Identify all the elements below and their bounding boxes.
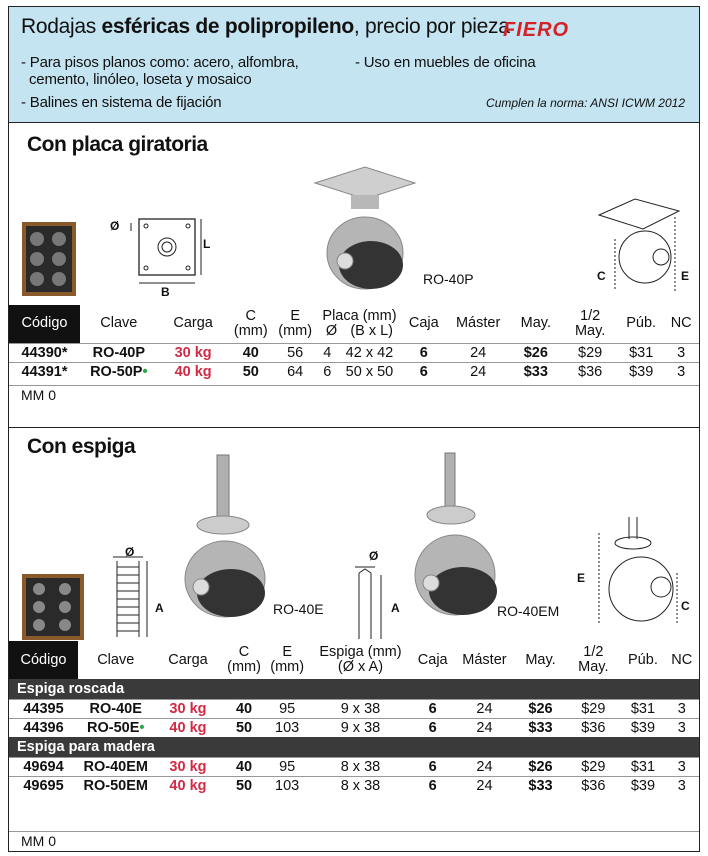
cell-may: $26 — [516, 757, 566, 776]
cell-c: 50 — [229, 362, 273, 381]
cell-codigo: 49694 — [9, 757, 78, 776]
col-placa-bl: (B x L) — [350, 322, 394, 339]
cell-carga: 40 kg — [158, 362, 229, 381]
col2-espiga — [309, 641, 413, 679]
cell-carga: 30 kg — [158, 343, 229, 362]
cell-c: 50 — [222, 718, 265, 737]
cell-may: $33 — [516, 776, 566, 795]
cell-e: 64 — [273, 362, 317, 381]
group-band — [9, 679, 699, 699]
col-clave: Clave — [100, 315, 138, 332]
rule-2 — [9, 831, 699, 832]
cell-pub: $31 — [619, 343, 663, 362]
table-espiga-header — [9, 641, 699, 679]
col2-e: E (mm) — [270, 644, 305, 675]
cell-caja: 6 — [412, 718, 453, 737]
col2-may: May. — [525, 651, 556, 668]
cell-caja: 6 — [402, 343, 446, 362]
product-label-ro40p: RO-40P — [423, 271, 474, 287]
cell-caja: 6 — [402, 362, 446, 381]
cell-master: 24 — [453, 757, 516, 776]
dim-B: B — [161, 285, 170, 299]
table-row — [9, 776, 699, 795]
new-item-dot-icon: • — [142, 363, 148, 380]
cell-c: 40 — [222, 757, 265, 776]
cell-nc: 3 — [665, 718, 700, 737]
cell-espiga: 8 x 38 — [309, 757, 413, 776]
col-carga: Carga — [173, 315, 213, 332]
col-nc: NC — [670, 315, 692, 332]
title-bold: esféricas de polipropileno — [101, 15, 354, 38]
col2-medio-may: 1/2 May. — [578, 644, 609, 675]
cell-master: 24 — [446, 362, 510, 381]
dim-E: E — [681, 269, 690, 283]
cell-nc: 3 — [663, 343, 699, 362]
page-title — [21, 15, 510, 39]
cell-medio-may: $36 — [561, 362, 619, 381]
brand-logo: FIERO — [503, 19, 570, 41]
feature-3: - Uso en muebles de oficina — [355, 54, 536, 71]
table-row — [9, 699, 699, 718]
col2-caja: Caja — [417, 651, 448, 668]
dim-C-2: C — [681, 599, 690, 613]
cell-master: 24 — [453, 718, 516, 737]
dim-phi: Ø — [110, 219, 120, 233]
cell-pub: $39 — [619, 362, 663, 381]
cell-master: 24 — [446, 343, 510, 362]
col-e: E (mm) — [278, 307, 313, 339]
new-item-dot-icon: • — [139, 719, 145, 736]
cell-espiga: 9 x 38 — [309, 718, 413, 737]
cell-c: 50 — [222, 776, 265, 795]
cell-clave: RO-40P — [80, 343, 158, 362]
col2-master: Máster — [462, 651, 507, 668]
cell-clave: RO-50EM — [78, 776, 153, 795]
cell-e: 95 — [266, 699, 309, 718]
cell-medio-may: $29 — [561, 343, 619, 362]
cell-may: $33 — [516, 718, 566, 737]
norm-text: Cumplen la norma: ANSI ICWM 2012 — [486, 96, 685, 110]
col-placa-title: Placa (mm) — [322, 307, 397, 324]
col-caja: Caja — [408, 315, 439, 332]
cell-codigo: 44396 — [9, 718, 78, 737]
cell-clave: RO-50E• — [78, 718, 153, 737]
dim-E-2: E — [577, 571, 586, 585]
col2-c: C (mm) — [227, 644, 261, 675]
packaging-box-espiga-image — [21, 573, 85, 641]
section-divider — [9, 427, 699, 428]
cell-bl: 50 x 50 — [337, 362, 401, 381]
cell-phi: 6 — [317, 362, 337, 381]
col2-nc: NC — [671, 651, 693, 668]
cell-espiga: 8 x 38 — [309, 776, 413, 795]
cell-may: $26 — [516, 699, 566, 718]
table-placa-body — [9, 343, 699, 381]
cell-caja: 6 — [412, 757, 453, 776]
col-may: May. — [520, 315, 551, 332]
cell-caja: 6 — [412, 776, 453, 795]
cell-codigo: 44395 — [9, 699, 78, 718]
feature-1: - Para pisos planos como: acero, alfombra, — [21, 54, 299, 71]
cell-codigo: 44391* — [9, 362, 80, 381]
dim-phi-3: Ø — [369, 549, 379, 563]
col-medio-may: 1/2 May. — [574, 307, 606, 339]
cell-pub: $39 — [621, 718, 664, 737]
cell-nc: 3 — [665, 699, 700, 718]
group-title: Espiga para madera — [9, 737, 699, 757]
group-title: Espiga roscada — [9, 679, 699, 699]
dim-A-2: A — [391, 601, 400, 615]
col2-clave: Clave — [97, 651, 135, 668]
cell-carga: 40 kg — [153, 718, 222, 737]
cell-medio-may: $29 — [565, 699, 621, 718]
cell-pub: $31 — [621, 699, 664, 718]
feature-2: - Balines en sistema de fijación — [21, 94, 222, 111]
cell-bl: 42 x 42 — [337, 343, 401, 362]
caster-wood-photo — [407, 451, 507, 623]
col2-espiga-sub: (Ø x A) — [337, 659, 384, 675]
dim-phi-2: Ø — [125, 545, 135, 559]
threaded-stem-diagram — [103, 553, 163, 641]
packaging-box-image — [21, 221, 77, 297]
cell-espiga: 9 x 38 — [309, 699, 413, 718]
title-post: , precio por pieza — [353, 15, 510, 38]
feature-1b: cemento, linóleo, loseta y mosaico — [29, 71, 252, 88]
cell-nc: 3 — [663, 362, 699, 381]
table-row — [9, 362, 699, 381]
dim-L: L — [203, 237, 211, 251]
cell-carga: 30 kg — [153, 757, 222, 776]
cell-pub: $39 — [621, 776, 664, 795]
wood-stem-diagram — [349, 559, 395, 641]
cell-nc: 3 — [665, 776, 700, 795]
cell-carga: 30 kg — [153, 699, 222, 718]
table-row — [9, 343, 699, 362]
table-row — [9, 757, 699, 776]
col-c: C (mm) — [233, 307, 268, 339]
cell-caja: 6 — [412, 699, 453, 718]
table-espiga — [9, 641, 699, 795]
cell-may: $26 — [510, 343, 561, 362]
caster-plate-photo — [305, 165, 425, 295]
caster-stem-line-diagram — [585, 513, 689, 637]
caster-threaded-photo — [169, 453, 279, 623]
cell-c: 40 — [229, 343, 273, 362]
cell-clave: RO-50P• — [80, 362, 158, 381]
cell-clave: RO-40EM — [78, 757, 153, 776]
dim-C: C — [597, 269, 606, 283]
col-placa — [317, 305, 401, 343]
cell-nc: 3 — [665, 757, 700, 776]
section-title-espiga: Con espiga — [27, 435, 136, 458]
table-placa — [9, 305, 699, 381]
table-row — [9, 718, 699, 737]
cell-c: 40 — [222, 699, 265, 718]
cell-codigo: 44390* — [9, 343, 80, 362]
col-master: Máster — [455, 315, 501, 332]
cell-may: $33 — [510, 362, 561, 381]
catalog-page — [8, 6, 700, 852]
col-pub: Púb. — [626, 315, 657, 332]
cell-pub: $31 — [621, 757, 664, 776]
col-placa-phi: Ø — [325, 322, 338, 339]
cell-carga: 40 kg — [153, 776, 222, 795]
dim-A: A — [155, 601, 164, 615]
cell-e: 103 — [266, 718, 309, 737]
rule-1 — [9, 385, 699, 386]
col-codigo: Código — [9, 305, 80, 343]
mm-section2: MM 0 — [21, 833, 56, 849]
col2-carga: Carga — [168, 651, 208, 668]
cell-codigo: 49695 — [9, 776, 78, 795]
cell-master: 24 — [453, 776, 516, 795]
cell-medio-may: $36 — [565, 718, 621, 737]
table-espiga-body — [9, 679, 699, 795]
cell-master: 24 — [453, 699, 516, 718]
col2-pub: Púb. — [628, 651, 658, 668]
mm-section1: MM 0 — [21, 387, 56, 403]
product-label-ro40em: RO-40EM — [497, 603, 560, 619]
cell-medio-may: $36 — [565, 776, 621, 795]
section-title-placa: Con placa giratoria — [27, 133, 208, 156]
cell-clave: RO-40E — [78, 699, 153, 718]
cell-e: 56 — [273, 343, 317, 362]
title-pre: Rodajas — [21, 15, 102, 38]
table-placa-header — [9, 305, 699, 343]
cell-phi: 4 — [317, 343, 337, 362]
col2-codigo: Código — [9, 641, 78, 679]
cell-e: 95 — [266, 757, 309, 776]
col2-espiga-title: Espiga (mm) — [319, 644, 402, 660]
product-label-ro40e: RO-40E — [273, 601, 324, 617]
caster-plate-line-diagram — [579, 187, 691, 299]
group-band — [9, 737, 699, 757]
header-panel — [9, 7, 699, 123]
cell-medio-may: $29 — [565, 757, 621, 776]
cell-e: 103 — [266, 776, 309, 795]
